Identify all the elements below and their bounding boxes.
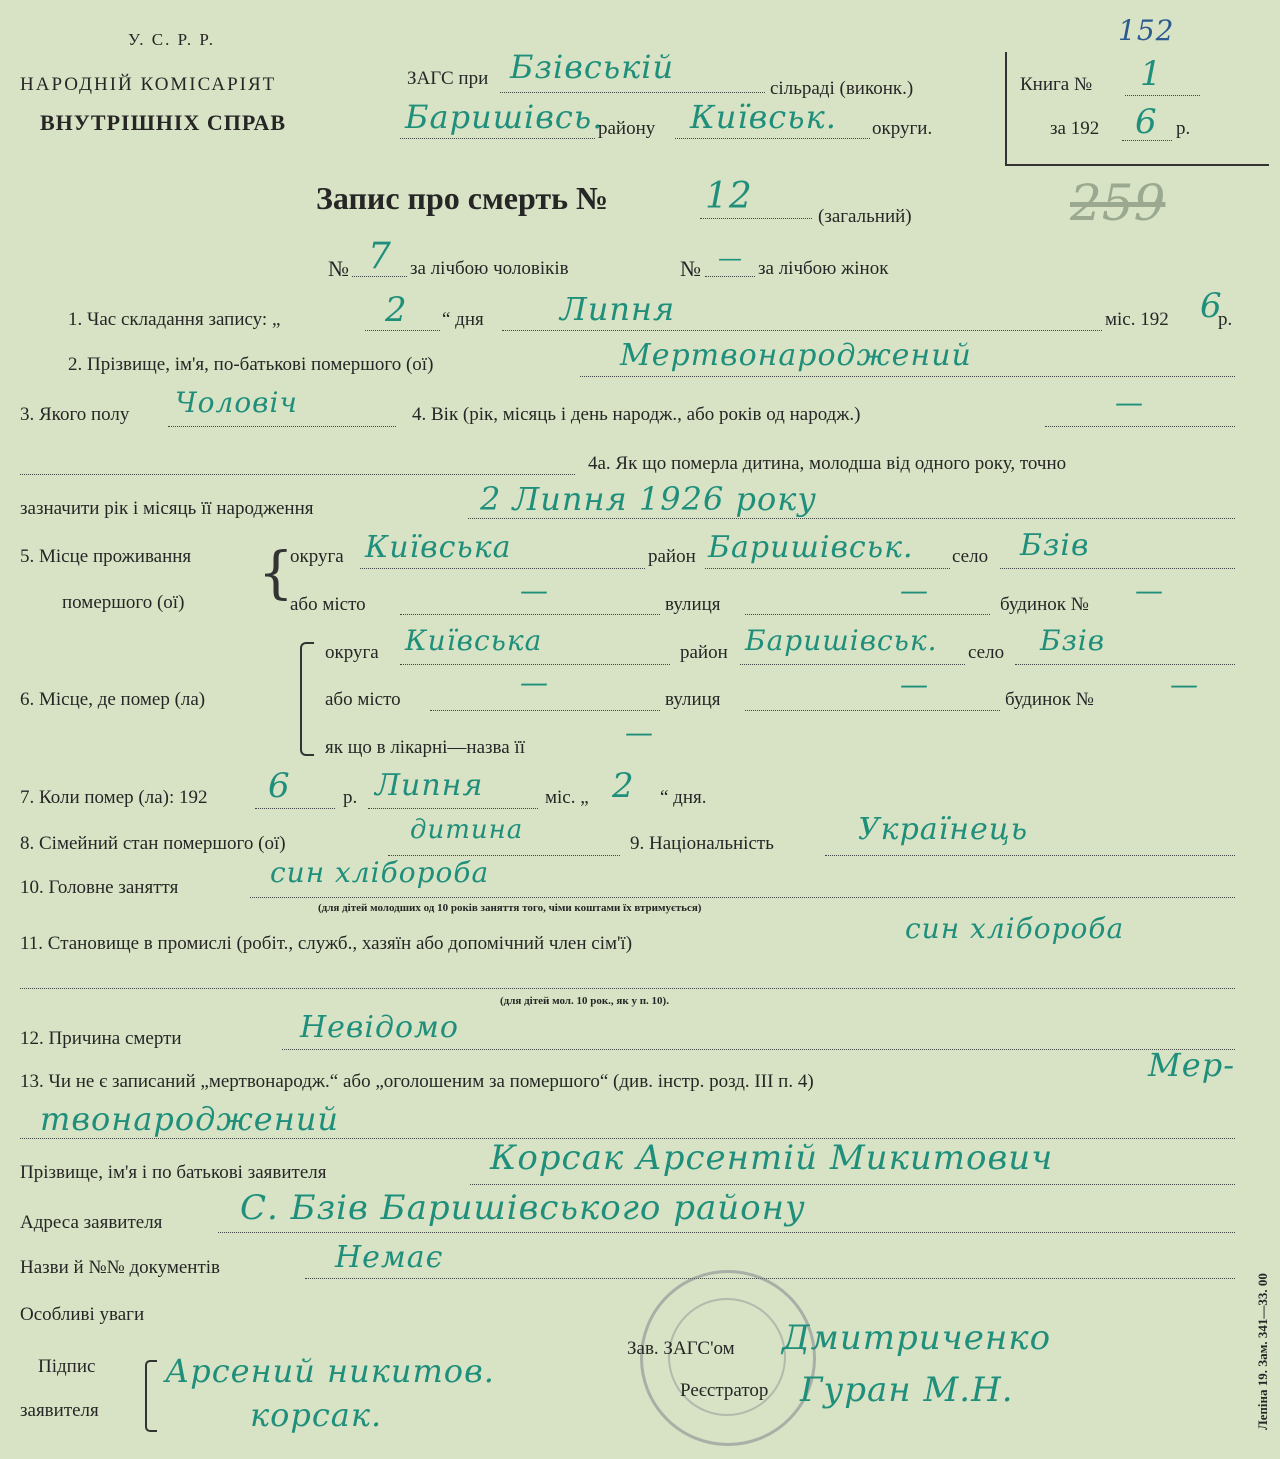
zags-label: ЗАГС при <box>407 68 489 89</box>
crossed-number: 259 <box>1070 174 1166 232</box>
silradi-label: сільраді (виконк.) <box>770 78 914 99</box>
field-6-raion: район <box>680 642 728 663</box>
field-5-vulytsia: вулиця <box>665 594 721 615</box>
field-5-selo: село <box>952 546 989 567</box>
field-1-day-hw: 2 <box>385 290 408 330</box>
field-6-budynok-hw: — <box>1170 668 1199 701</box>
field-1-day-line <box>365 330 440 331</box>
address-hw: С. Бзів Баришівського району <box>240 1188 806 1228</box>
field-1-month-hw: Липня <box>560 290 676 328</box>
field-10-label: 10. Головне заняття <box>20 877 179 898</box>
village-line <box>500 92 765 93</box>
field-1-month-line <box>502 330 1102 331</box>
field-2-hw: Мертвонароджений <box>620 338 972 373</box>
field-7-year-line <box>255 808 335 809</box>
field-7-day-hw: 2 <box>612 766 635 806</box>
field-7-label: 7. Коли помер (ла): 192 <box>20 787 208 808</box>
registrar-hw: Гуран М.Н. <box>800 1370 1014 1410</box>
book-label: Книга № <box>1020 74 1093 95</box>
field-5-misto: або місто <box>290 594 366 615</box>
field-6-misto-line <box>430 710 660 711</box>
field-7-month-hw: Липня <box>375 768 484 803</box>
republic-label: У. С. Р. Р. <box>128 30 216 49</box>
side-print: Лепіна 19. Зам. 341—33. 00 <box>1255 1273 1270 1430</box>
book-line <box>1125 95 1200 96</box>
field-5-vulytsia-line <box>745 614 990 615</box>
address-label: Адреса заявителя <box>20 1212 163 1233</box>
male-prefix: № <box>328 256 349 281</box>
field-5-label: 5. Місце проживання <box>20 546 192 567</box>
female-label: за лічбою жінок <box>758 258 889 279</box>
field-5-okruga-line <box>360 568 645 569</box>
field-4a-hw: 2 Липня 1926 року <box>480 480 817 518</box>
field-10-note: (для дітей молодших од 10 років заняття того, чіми коштами їх втримується) <box>318 902 702 914</box>
field-13-hw-2: твонароджений <box>40 1100 340 1138</box>
docs-label: Назви й №№ документів <box>20 1257 221 1278</box>
field-12-label: 12. Причина смерти <box>20 1028 182 1049</box>
field-11-blank-line <box>20 988 1235 989</box>
field-6-label: 6. Місце, де помер (ла) <box>20 689 206 710</box>
field-4-hw: — <box>1115 386 1144 419</box>
female-line <box>705 276 755 277</box>
applicant-hw: Корсак Арсентій Микитович <box>490 1138 1054 1178</box>
okrugy-label: округи. <box>872 118 933 139</box>
registrar-label: Реєстратор <box>680 1380 769 1401</box>
field-4a-blank-line <box>20 474 575 475</box>
raionu-label: району <box>598 118 656 139</box>
field-6-misto-hw: — <box>520 666 549 699</box>
field-1-year-hw: 6 <box>1200 286 1223 326</box>
sign-hw-1: Арсений никитов. <box>165 1352 495 1390</box>
field-1-dnya: “ дня <box>442 309 484 330</box>
field-5-misto-hw: — <box>520 574 549 607</box>
field-11-hw: син хлібороба <box>905 912 1125 945</box>
docs-line <box>305 1278 1235 1279</box>
field-6-likarnia-hw: — <box>625 716 654 749</box>
field-5-budynok-hw: — <box>1135 574 1164 607</box>
field-5-raion-hw: Баришівськ. <box>708 530 914 565</box>
notes-label: Особливі уваги <box>20 1304 145 1325</box>
field-3-label: 3. Якого полу <box>20 404 130 425</box>
field-6-brace <box>300 642 314 756</box>
field-6-vulytsia-line <box>745 710 1000 711</box>
field-5-label-2: помершого (ої) <box>62 592 185 613</box>
field-6-likarnia: як що в лікарні—назва її <box>325 737 525 758</box>
field-11-label: 11. Становище в промислі (робіт., служб., хазяїн або допомічний член сім'ї) <box>20 933 633 954</box>
general-label: (загальний) <box>818 206 912 227</box>
field-6-raion-hw: Баришівськ. <box>745 624 938 657</box>
field-5-selo-hw: Бзів <box>1020 528 1090 563</box>
sign-label-2: заявителя <box>20 1400 99 1421</box>
field-7-r: р. <box>343 787 358 808</box>
field-1-label: 1. Час складання запису: „ <box>68 309 281 330</box>
field-6-selo-line <box>1015 664 1235 665</box>
field-4-line <box>1045 426 1235 427</box>
year-handwriting: 6 <box>1135 102 1158 142</box>
title-number-handwriting: 12 <box>705 176 753 217</box>
field-11-note: (для дітей мол. 10 рок., як у п. 10). <box>500 995 669 1007</box>
field-6-raion-line <box>740 664 965 665</box>
field-6-okruga-line <box>400 664 670 665</box>
field-10-line <box>250 897 1235 898</box>
field-6-okruga: округа <box>325 642 379 663</box>
field-9-hw: Українець <box>858 812 1029 847</box>
commissariat-line-2: ВНУТРІШНІХ СПРАВ <box>40 110 287 135</box>
male-handwriting: 7 <box>368 236 392 277</box>
field-5-vulytsia-hw: — <box>900 574 929 607</box>
field-12-line <box>282 1049 1235 1050</box>
field-7-dnya: “ дня. <box>660 787 707 808</box>
field-5-misto-line <box>400 614 660 615</box>
field-3-hw: Чоловіч <box>175 386 298 419</box>
okrug-handwriting: Київськ. <box>690 98 837 136</box>
field-4-label: 4. Вік (рік, місяць і день народж., або років од народж.) <box>412 404 861 425</box>
female-prefix: № <box>680 256 701 281</box>
field-4a-label: 4а. Як що померла дитина, молодша від одного року, точно <box>588 453 1067 474</box>
field-13-label: 13. Чи не є записаний „мертвонародж.“ або „оголошеним за помершого“ (див. інстр. розд. III п. 4) <box>20 1071 814 1092</box>
field-10-hw: син хлібороба <box>270 856 490 889</box>
field-1-r: р. <box>1218 309 1233 330</box>
field-6-selo-hw: Бзів <box>1040 624 1106 657</box>
sign-brace <box>145 1360 157 1432</box>
docs-hw: Немає <box>335 1240 444 1275</box>
raion-line <box>400 138 595 139</box>
field-9-label: 9. Національність <box>630 833 774 854</box>
field-5-raion-line <box>705 568 950 569</box>
field-6-budynok: будинок № <box>1005 689 1094 710</box>
zags-head-hw: Дмитриченко <box>782 1318 1052 1358</box>
field-12-hw: Невідомо <box>300 1010 459 1045</box>
male-label: за лічбою чоловіків <box>410 258 569 279</box>
female-handwriting: — <box>718 244 743 272</box>
field-2-label: 2. Прізвище, ім'я, по-батькові помершого (ої) <box>68 354 434 375</box>
field-6-okruga-hw: Київська <box>405 624 543 657</box>
field-6-selo: село <box>968 642 1005 663</box>
field-13-hw-1: Мер- <box>1148 1046 1235 1084</box>
field-5-raion: район <box>648 546 696 567</box>
field-9-line <box>825 855 1235 856</box>
field-4a-label-2: зазначити рік і місяць її народження <box>20 498 314 519</box>
field-7-month-line <box>368 808 538 809</box>
field-3-line <box>168 426 396 427</box>
field-4a-line <box>468 518 1235 519</box>
field-8-hw: дитина <box>410 815 524 845</box>
raion-handwriting: Баришівсь. <box>405 98 604 136</box>
field-1-mis: міс. 192 <box>1105 309 1169 330</box>
field-7-year-hw: 6 <box>268 766 291 806</box>
field-6-vulytsia: вулиця <box>665 689 721 710</box>
page-title: Запис про смерть № <box>316 180 609 216</box>
address-line <box>218 1232 1235 1233</box>
field-5-budynok: будинок № <box>1000 594 1089 615</box>
village-handwriting: Бзівській <box>510 48 675 86</box>
sign-hw-2: корсак. <box>250 1396 383 1434</box>
year-prefix: за 192 <box>1050 118 1100 139</box>
sheet-number: 152 <box>1118 14 1175 47</box>
field-6-vulytsia-hw: — <box>900 668 929 701</box>
applicant-line <box>470 1184 1235 1185</box>
applicant-label: Прізвище, ім'я і по батькові заявителя <box>20 1162 327 1183</box>
field-5-brace: { <box>258 541 294 606</box>
field-2-line <box>580 376 1235 377</box>
field-5-selo-line <box>1000 568 1235 569</box>
field-5-okruga: округа <box>290 546 344 567</box>
field-7-mis: міс. „ <box>545 787 589 808</box>
field-6-misto: або місто <box>325 689 401 710</box>
field-5-okruga-hw: Київська <box>365 530 512 565</box>
commissariat-line-1: НАРОДНІЙ КОМІСАРІЯТ <box>20 74 277 95</box>
field-8-label: 8. Сімейний стан помершого (ої) <box>20 833 286 854</box>
book-handwriting: 1 <box>1140 54 1163 94</box>
okrug-line <box>675 138 870 139</box>
sign-label-1: Підпис <box>38 1356 96 1377</box>
zags-head-label: Зав. ЗАГС'ом <box>627 1338 735 1359</box>
title-number-line <box>700 218 812 219</box>
year-suffix: р. <box>1176 118 1191 139</box>
